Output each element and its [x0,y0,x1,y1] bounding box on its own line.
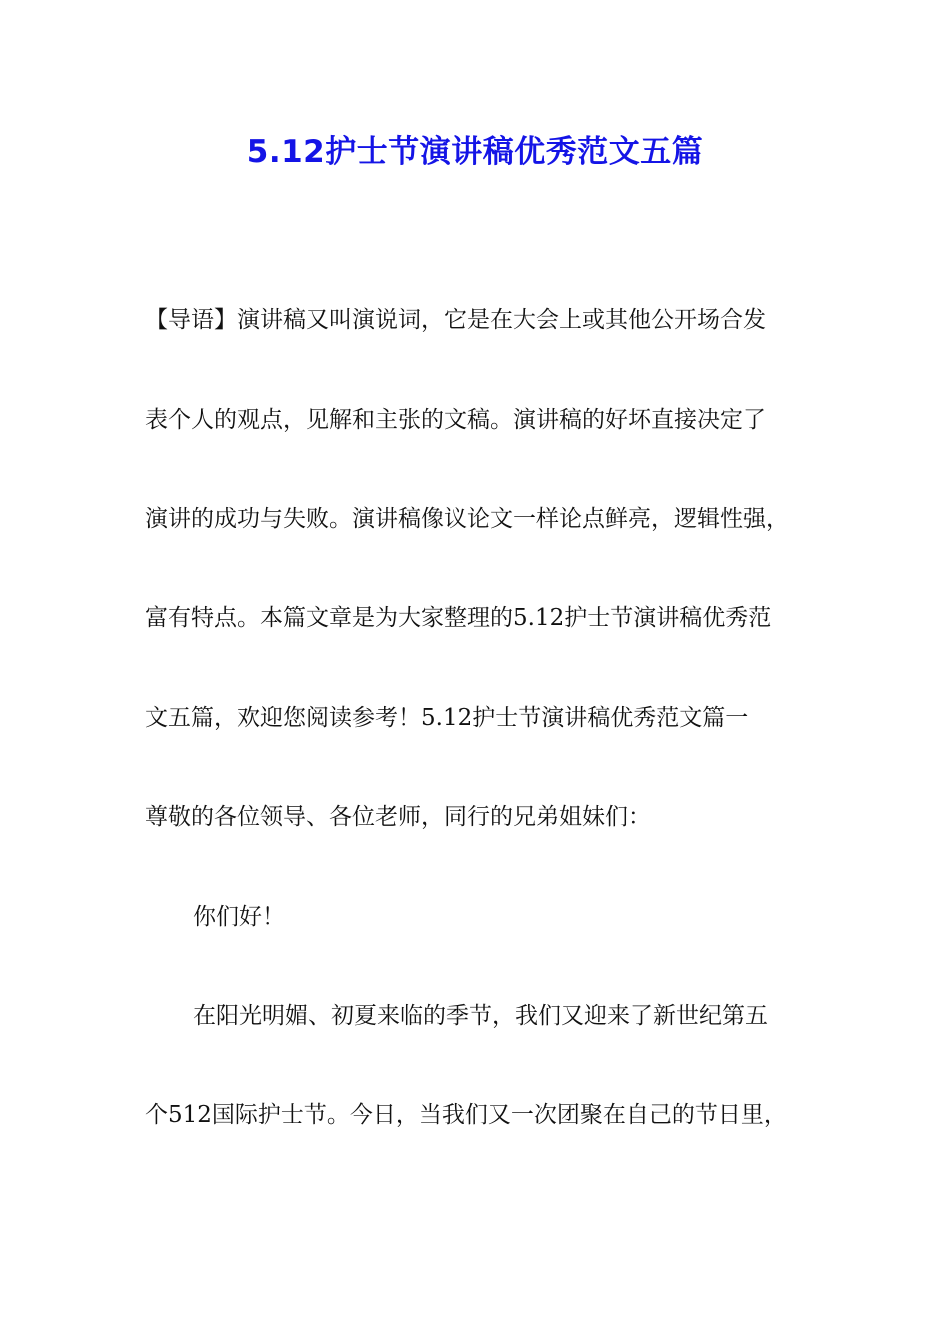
paragraph-line: 文五篇，欢迎您阅读参考！5.12护士节演讲稿优秀范文篇一 [145,705,749,731]
paragraph-line: 表个人的观点，见解和主张的文稿。演讲稿的好坏直接决定了 [145,407,766,433]
paragraph-line: 尊敬的各位领导、各位老师，同行的兄弟姐妹们： [145,804,651,830]
paragraph-line: 在阳光明媚、初夏来临的季节，我们又迎来了新世纪第五 [193,1003,768,1029]
paragraph-line: 【导语】演讲稿又叫演说词，它是在大会上或其他公开场合发 [145,307,766,333]
document-title: 5.12护士节演讲稿优秀范文五篇 [246,134,704,170]
paragraph-line: 个512国际护士节。今日，当我们又一次团聚在自己的节日里， [145,1102,787,1128]
paragraph-line: 你们好！ [193,904,285,930]
paragraph-line: 富有特点。本篇文章是为大家整理的5.12护士节演讲稿优秀范 [145,605,772,631]
paragraph-line: 演讲的成功与失败。演讲稿像议论文一样论点鲜亮，逻辑性强， [145,506,789,532]
